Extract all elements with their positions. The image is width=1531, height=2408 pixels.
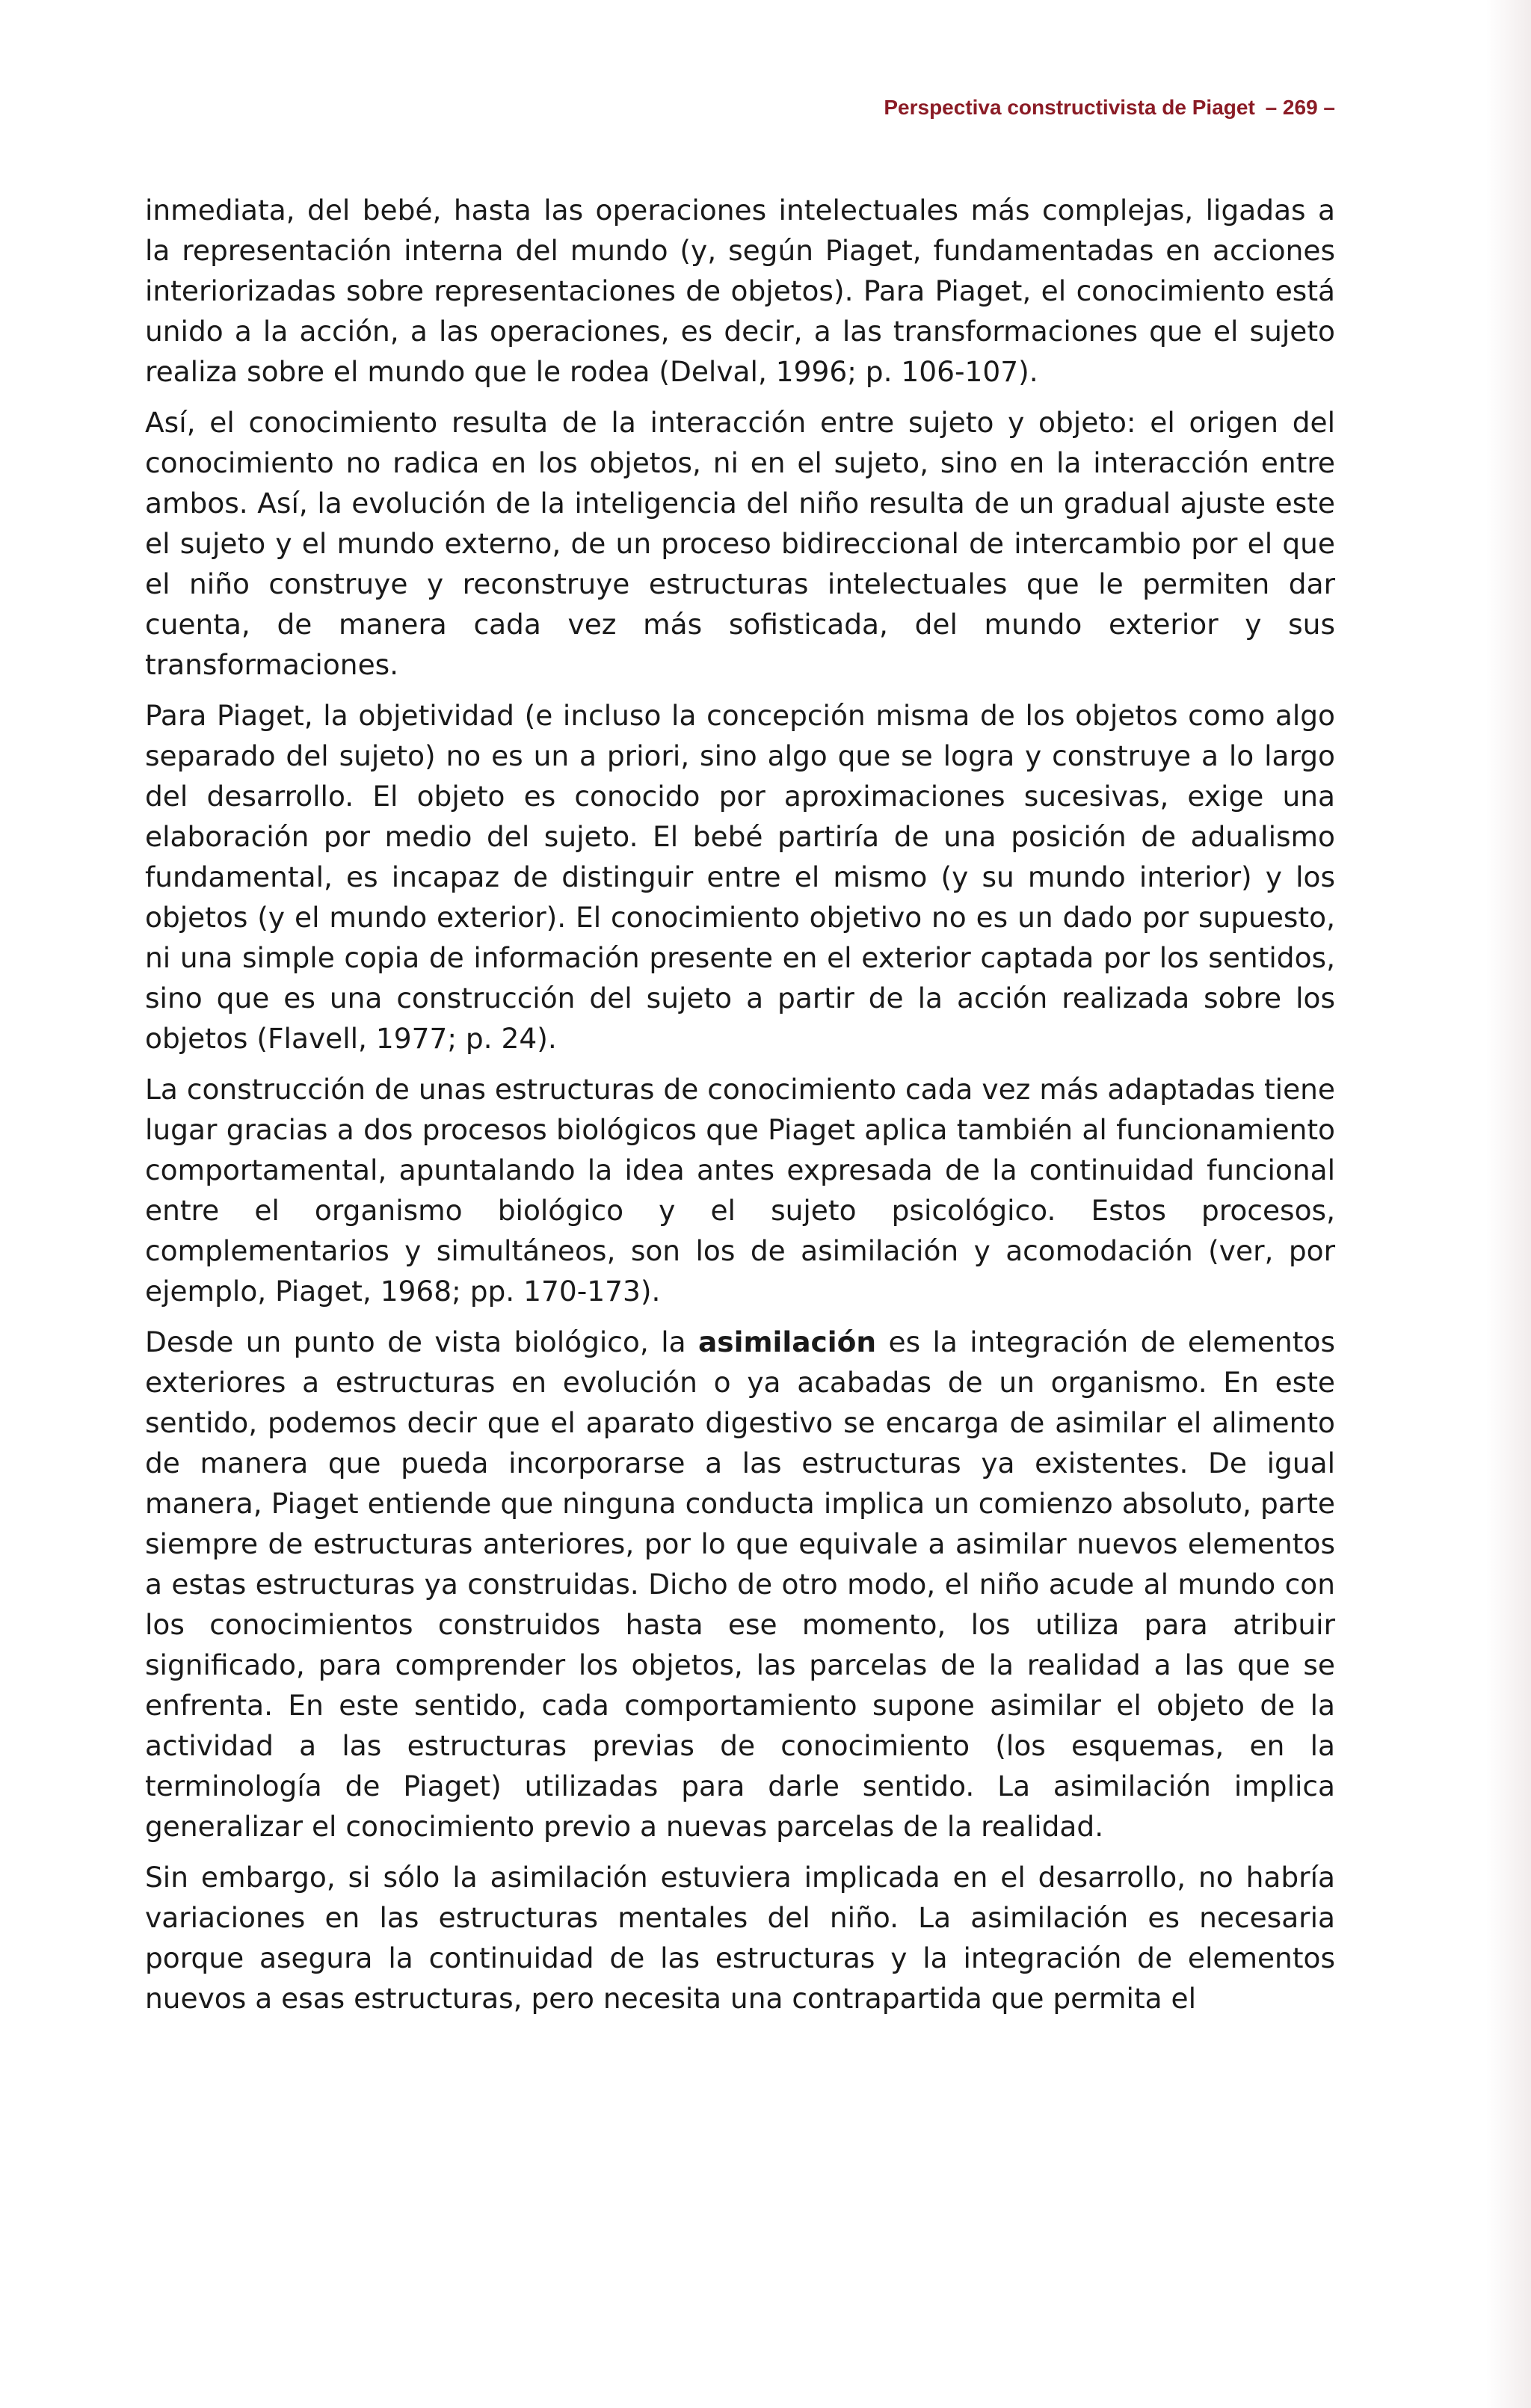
body-text (145, 190, 1335, 2029)
key-term-asimilacion: asimilación (697, 1325, 877, 1358)
paragraph: Para Piaget, la objetividad (e incluso la concepción misma de los objetos como algo separado del sujeto) no es un a priori, sino algo que se logra y construye a lo largo del desarrollo. El objeto es conocido por aproximaciones sucesivas, exige una elaboración por medio del sujeto. El bebé partiría de una posición de adualismo fundamental, es incapaz de distinguir entre el mismo (y su mundo interior) y los objetos (y el mundo exterior). El conocimiento objetivo no es un dado por supuesto, ni una simple copia de información presente en el exterior captada por los sentidos, sino que es una construcción del sujeto a partir de la acción realizada sobre los objetos (Flavell, 1977; p. 24). (145, 699, 1335, 1055)
paragraph-text: Desde un punto de vista biológico, la (145, 1325, 698, 1358)
running-title: Perspectiva constructivista de Piaget (884, 96, 1255, 119)
running-header (884, 96, 1335, 120)
paragraph: inmediata, del bebé, hasta las operaciones intelectuales más complejas, ligadas a la representación interna del mundo (y, según Piaget, fundamentadas en acciones interiorizadas sobre representaciones de objetos). Para Piaget, el conocimiento está unido a la acción, a las operaciones, es decir, a las transformaciones que el sujeto realiza sobre el mundo que le rodea (Delval, 1996; p. 106-107). (145, 194, 1335, 388)
paragraph-text: es la integración de elementos exteriores a estructuras en evolución o ya acabadas de un organismo. En este sentido, podemos decir que el aparato digestivo se encarga de asimilar el alimento de manera que pueda incorporarse a las estructuras ya existentes. De igual manera, Piaget entiende que ninguna conducta implica un comienzo absoluto, parte siempre de estructuras anteriores, por lo que equivale a asimilar nuevos elementos a estas estructuras ya construidas. Dicho de otro modo, el niño acude al mundo con los conocimientos construidos hasta ese momento, los utiliza para atribuir significado, para comprender los objetos, las parcelas de la realidad a las que se enfrenta. En este sentido, cada comportamiento supone asimilar el objeto de la actividad a las estructuras previas de conocimiento (los esquemas, en la terminología de Piaget) utilizadas para darle sentido. La asimilación implica generalizar el conocimiento previo a nuevas parcelas de la realidad. (145, 1325, 1335, 1843)
page-edge-shadow (1486, 0, 1531, 2408)
paragraph: Sin embargo, si sólo la asimilación estuviera implicada en el desarrollo, no habría variaciones en las estructuras mentales del niño. La asimilación es necesaria porque asegura la continuidad de las estructuras y la integración de elementos nuevos a esas estructuras, pero necesita una contrapartida que permita el (145, 1861, 1335, 2015)
paragraph: Así, el conocimiento resulta de la interacción entre sujeto y objeto: el origen del conocimiento no radica en los objetos, ni en el sujeto, sino en la interacción entre ambos. Así, la evolución de la inteligencia del niño resulta de un gradual ajuste este el sujeto y el mundo externo, de un proceso bidireccional de intercambio por el que el niño construye y reconstruye estructuras intelectuales que le permiten dar cuenta, de manera cada vez más sofisticada, del mundo exterior y sus transformaciones. (145, 406, 1335, 681)
paragraph: La construcción de unas estructuras de conocimiento cada vez más adaptadas tiene lugar gracias a dos procesos biológicos que Piaget aplica también al funcionamiento comportamental, apuntalando la idea antes expresada de la continuidad funcional entre el organismo biológico y el sujeto psicológico. Estos procesos, complementarios y simultáneos, son los de asimilación y acomodación (ver, por ejemplo, Piaget, 1968; pp. 170-173). (145, 1073, 1335, 1308)
page-number: – 269 – (1265, 96, 1335, 119)
paragraph (145, 1322, 1335, 1847)
